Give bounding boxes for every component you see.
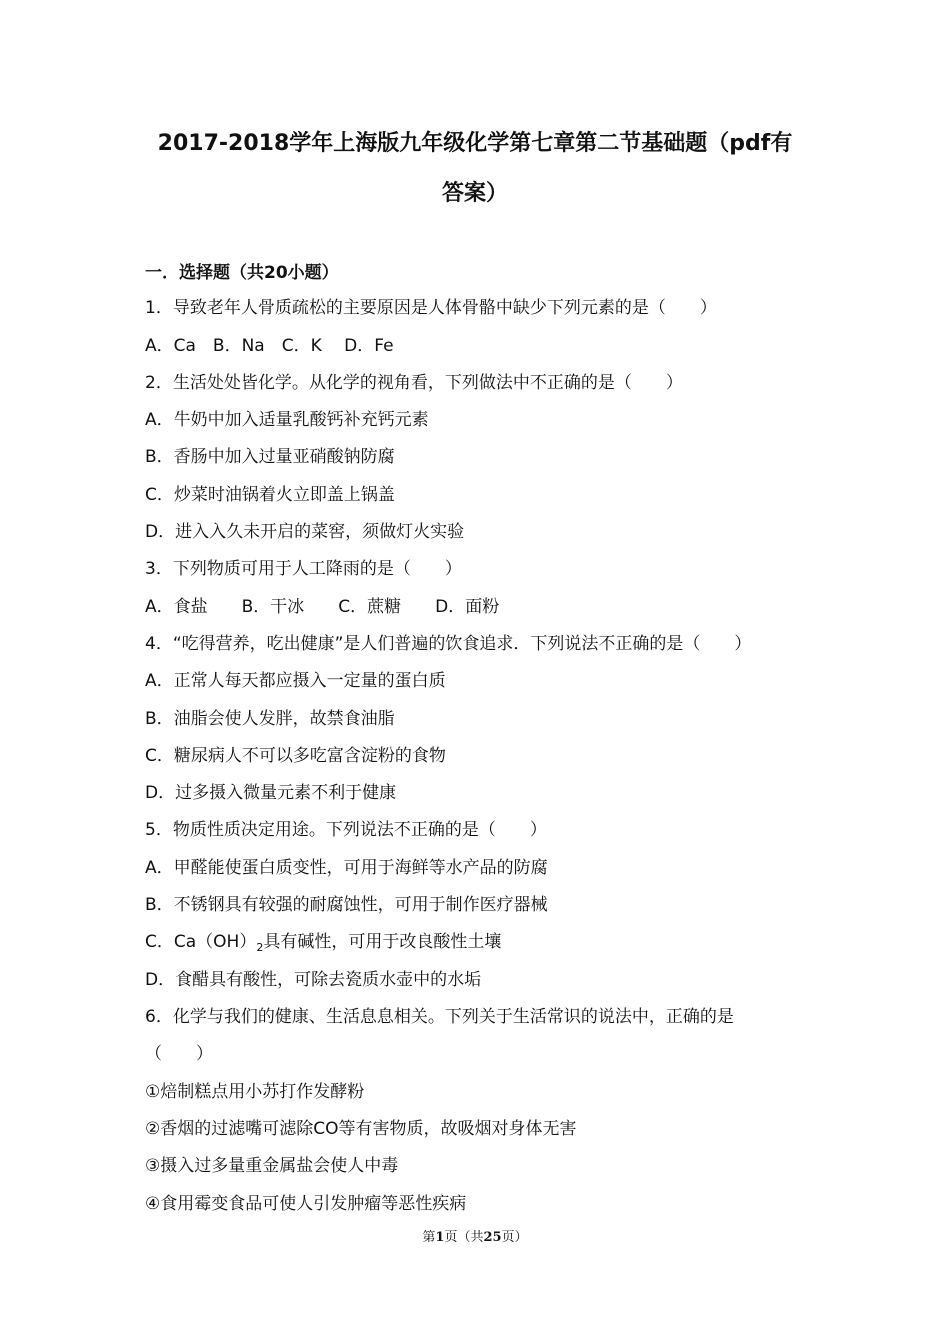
question-2-option-b: B．香肠中加入过量亚硝酸钠防腐 [145,447,395,467]
question-5-option-c-suffix: 具有碱性，可用于改良酸性土壤 [263,932,502,952]
question-5-option-c-subscript: 2 [256,941,264,954]
question-6-statement-2: ②香烟的过滤嘴可滤除CO等有害物质，故吸烟对身体无害 [145,1119,577,1139]
document-title-line1: 2017-2018学年上海版九年级化学第七章第二节基础题（pdf有 [157,131,793,156]
question-4-option-a: A．正常人每天都应摄入一定量的蛋白质 [145,671,446,691]
question-4-option-c: C．糖尿病人不可以多吃富含淀粉的食物 [145,746,446,766]
footer-suffix: 页） [501,1230,528,1245]
question-6: 6．化学与我们的健康、生活息息相关。下列关于生活常识的说法中，正确的是 [145,1007,734,1027]
question-5-option-d: D．食醋具有酸性，可除去瓷质水壶中的水垢 [145,970,482,990]
footer-page-number: 1 [435,1230,445,1245]
document-title-line2: 答案） [441,181,508,206]
question-2-option-c: C．炒菜时油锅着火立即盖上锅盖 [145,485,395,505]
question-5-option-c-prefix: C．Ca（OH） [145,932,257,952]
question-2: 2．生活处处皆化学。从化学的视角看，下列做法中不正确的是（ ） [145,373,683,393]
question-1: 1．导致老年人骨质疏松的主要原因是人体骨骼中缺少下列元素的是（ ） [145,298,717,318]
footer-total-pages: 25 [483,1230,502,1245]
question-3-options: A．食盐 B．干冰 C．蔗糖 D．面粉 [145,597,500,617]
question-6-statement-1: ①焙制糕点用小苏打作发酵粉 [145,1082,365,1102]
question-5-option-b: B．不锈钢具有较强的耐腐蚀性，可用于制作医疗器械 [145,895,548,915]
question-2-option-d: D．进入入久未开启的菜窖，须做灯火实验 [145,522,465,542]
question-6-statement-3: ③摄入过多量重金属盐会使人中毒 [145,1156,399,1176]
footer-mid: 页（共 [444,1230,484,1245]
question-6-statement-4: ④食用霉变食品可使人引发肿瘤等恶性疾病 [145,1194,467,1214]
footer-prefix: 第 [422,1230,436,1245]
question-2-option-a: A．牛奶中加入适量乳酸钙补充钙元素 [145,410,429,430]
question-4: 4．“吃得营养，吃出健康”是人们普遍的饮食追求．下列说法不正确的是（ ） [145,634,752,654]
question-3: 3．下列物质可用于人工降雨的是（ ） [145,559,462,579]
question-5-option-a: A．甲醛能使蛋白质变性，可用于海鲜等水产品的防腐 [145,858,548,878]
section-heading: 一．选择题（共20小题） [145,263,339,283]
page-footer [0,1226,950,1245]
question-5-option-c [145,930,501,960]
question-1-options: A．Ca B．Na C．K D．Fe [145,336,394,356]
question-6-paren: （ ） [145,1044,213,1064]
question-4-option-d: D．过多摄入微量元素不利于健康 [145,783,397,803]
question-5: 5．物质性质决定用途。下列说法不正确的是（ ） [145,820,547,840]
question-4-option-b: B．油脂会使人发胖，故禁食油脂 [145,709,395,729]
